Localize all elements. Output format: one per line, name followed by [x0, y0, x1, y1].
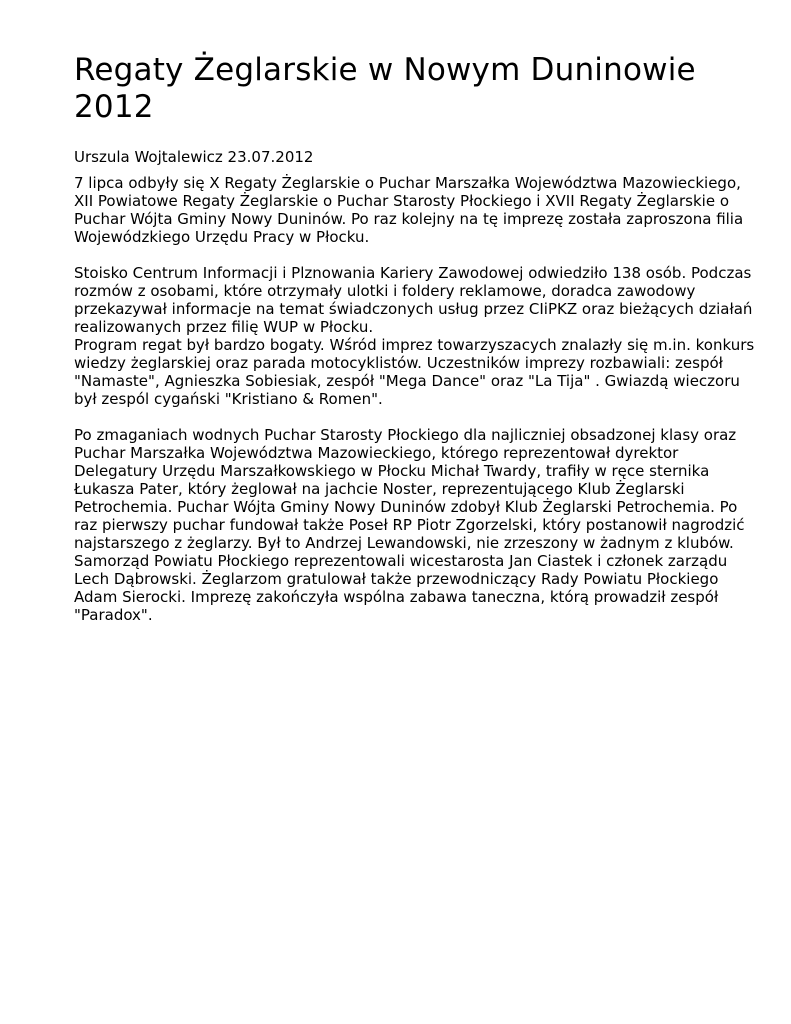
- article-paragraph-results: Po zmaganiach wodnych Puchar Starosty Płockiego dla najliczniej obsadzonej klasy oraz Puchar Marszałka Województwa Mazowieckiego, którego reprezentował dyrektor Delegatury Urzędu Marszałkowskiego w Płocku Michał Twardy, trafiły w ręce sternika Łukasza Pater, który żeglował na jachcie Noster, reprezentującego Klub Żeglarski Petrochemia. Puchar Wójta Gminy Nowy Duninów zdobył Klub Żeglarski Petrochemia. Po raz pierwszy puchar fundował także Poseł RP Piotr Zgorzelski, który postanowił nagrodzić najstarszego z żeglarzy. Był to Andrzej Lewandowski, nie zrzeszony w żadnym z klubów. Samorząd Powiatu Płockiego reprezentowali wicestarosta Jan Ciastek i członek zarządu Lech Dąbrowski. Żeglarzom gratulował także przewodniczący Rady Powiatu Płockiego Adam Sierocki. Imprezę zakończyła wspólna zabawa taneczna, którą prowadził zespół "Paradox".: [74, 426, 745, 624]
- article-paragraph-stand: Stoisko Centrum Informacji i Plznowania Kariery Zawodowej odwiedziło 138 osób. Podczas rozmów z osobami, które otrzymały ulotki i foldery reklamowe, doradca zawodowy przekazywał informacje na temat świadczonych usług przez CIiPKZ oraz bieżących działań realizowanych przez filię WUP w Płocku.: [74, 264, 753, 336]
- article-paragraph-intro: 7 lipca odbyły się X Regaty Żeglarskie o Puchar Marszałka Województwa Mazowieckiego, XII Powiatowe Regaty Żeglarskie o Puchar Starosty Płockiego i XVII Regaty Żeglarskie o Puchar Wójta Gminy Nowy Duninów. Po raz kolejny na tę imprezę została zaproszona filia Wojewódzkiego Urzędu Pracy w Płocku.: [74, 174, 744, 246]
- article-title: Regaty Żeglarskie w Nowym Duninowie 2012: [74, 52, 696, 125]
- article: [74, 52, 764, 624]
- article-body: [74, 174, 764, 624]
- article-paragraph-program: Program regat był bardzo bogaty. Wśród imprez towarzyszacych znalazły się m.in. konkurs wiedzy żeglarskiej oraz parada motocyklistów. Uczestników imprezy rozbawiali: zespół "Namaste", Agnieszka Sobiesiak, zespół "Mega Dance" oraz "La Tija" . Gwiazdą wieczoru był zespól cygański "Kristiano & Romen".: [74, 336, 755, 408]
- article-byline: Urszula Wojtalewicz 23.07.2012: [74, 148, 314, 166]
